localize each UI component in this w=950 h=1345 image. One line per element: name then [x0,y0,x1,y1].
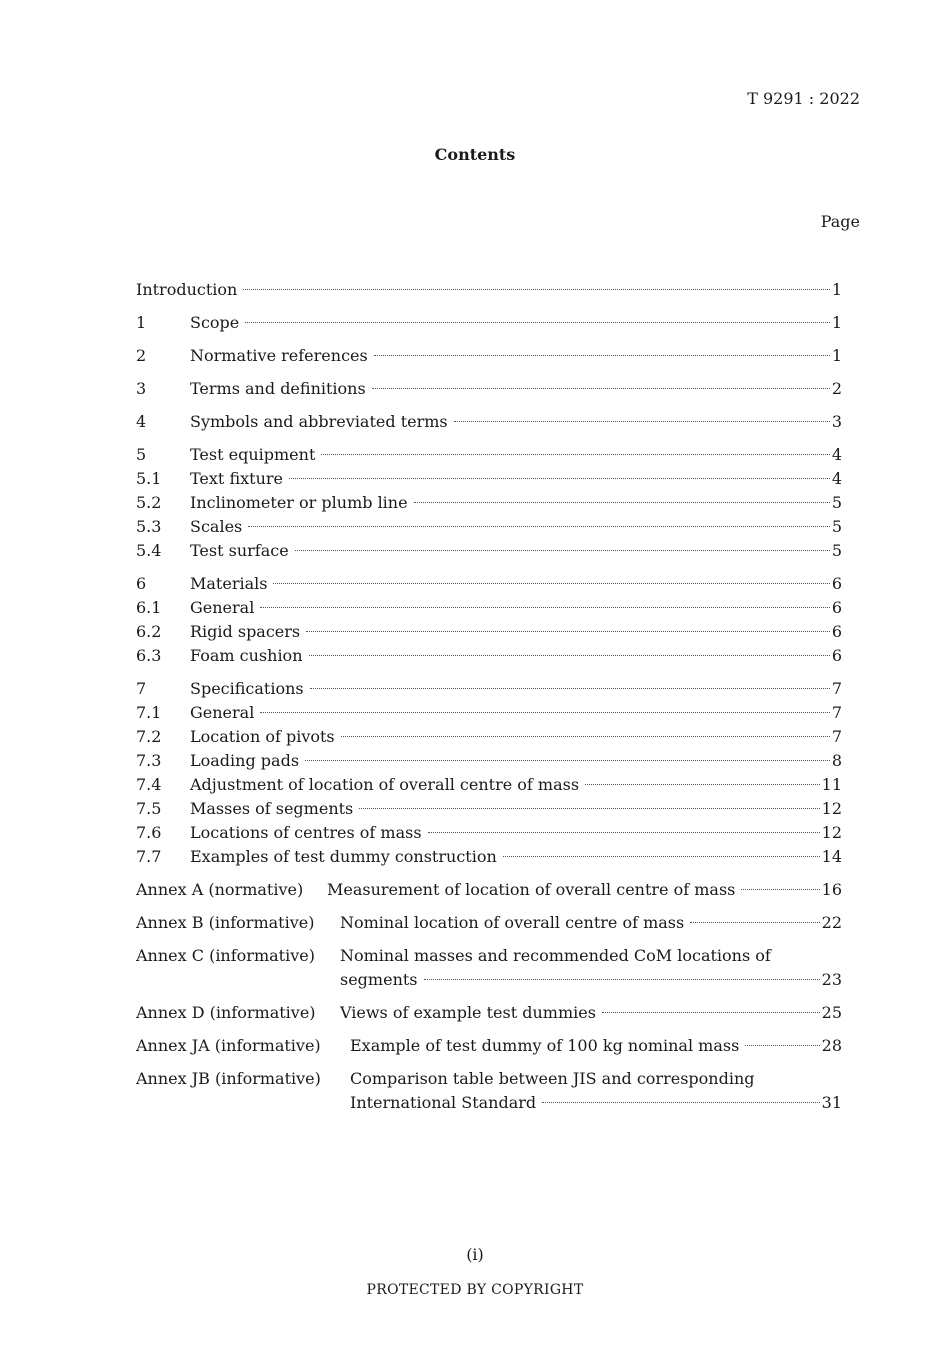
annex-title-last-line [340,968,842,992]
document-id: T 9291 : 2022 [747,89,860,108]
toc-entry[interactable] [136,443,842,467]
toc-entry-label: Symbols and abbreviated terms [190,412,448,431]
toc-entry-label: Scales [190,517,243,536]
toc-entry[interactable] [136,677,842,701]
annex-title [340,911,842,935]
toc-group-intro [136,278,842,302]
annex-title [340,944,842,992]
toc-entry-number: 7.5 [136,799,162,818]
annex-title-line: Views of example test dummies [340,1003,596,1022]
annex-heading: Annex JA (informative) [136,1036,321,1055]
toc-group-7 [136,677,842,869]
toc-entry-page: 4 [831,469,842,488]
dot-leader [273,583,829,584]
toc-entry-number: 5.2 [136,493,162,512]
toc-entry-number: 4 [136,412,147,431]
dot-leader [745,1045,819,1046]
toc-annex-entry[interactable] [136,944,842,992]
toc-entry-label: Introduction [136,280,238,299]
toc-entry-page: 1 [831,313,842,332]
dot-leader [341,736,830,737]
toc-entry-number: 6.3 [136,646,162,665]
toc-entry-page: 1 [831,346,842,365]
toc-entry-number: 3 [136,379,147,398]
toc-entry-page: 25 [821,1003,842,1022]
toc-entry[interactable] [136,344,842,368]
dot-leader [359,808,819,809]
toc-entry-page: 7 [831,703,842,722]
dot-leader [542,1102,819,1103]
table-of-contents [136,278,842,1124]
dot-leader [690,922,819,923]
toc-entry-introduction[interactable] [136,278,842,302]
toc-entry-label: Text fixture [190,469,283,488]
toc-annexes [136,878,842,1115]
dot-leader [424,979,820,980]
toc-entry[interactable] [136,644,842,668]
toc-entry-number: 7.7 [136,847,162,866]
dot-leader [260,607,829,608]
annex-heading: Annex C (informative) [136,946,315,965]
dot-leader [289,478,830,479]
toc-entry-page: 4 [831,445,842,464]
dot-leader [602,1012,820,1013]
toc-entry-page: 6 [831,574,842,593]
annex-title [327,878,842,902]
dot-leader [295,550,830,551]
toc-entry-page: 1 [831,280,842,299]
toc-entry-number: 5 [136,445,147,464]
toc-entry-label: Location of pivots [190,727,335,746]
dot-leader [309,655,830,656]
toc-entry-number: 7.6 [136,823,162,842]
toc-entry-page: 6 [831,646,842,665]
annex-title [350,1067,842,1115]
toc-annex-entry[interactable] [136,878,842,902]
toc-entry-number: 5.4 [136,541,162,560]
toc-entry-label: Terms and definitions [190,379,366,398]
toc-entry-number: 5.3 [136,517,162,536]
annex-title-line: Nominal masses and recommended CoM locations of [340,946,771,965]
toc-entry-number: 6 [136,574,147,593]
toc-entry-number: 6.1 [136,598,162,617]
dot-leader [585,784,820,785]
dot-leader [428,832,820,833]
toc-entry[interactable] [136,491,842,515]
annex-title [350,1034,842,1058]
dot-leader [321,454,829,455]
annex-title-line-row [340,911,842,935]
toc-entry[interactable] [136,467,842,491]
toc-entry-number: 7.1 [136,703,162,722]
toc-entry-page: 12 [821,823,842,842]
toc-entry[interactable] [136,749,842,773]
dot-leader [243,289,829,290]
annex-title-line: International Standard [350,1093,537,1112]
toc-entry-number: 7 [136,679,147,698]
toc-entry[interactable] [136,311,842,335]
toc-entry-number: 7.4 [136,775,162,794]
toc-entry-number: 7.3 [136,751,162,770]
toc-entry[interactable] [136,845,842,869]
toc-entry-number: 2 [136,346,147,365]
annex-title-last-line [350,1091,842,1115]
toc-annex-entry[interactable] [136,1001,842,1025]
toc-entry[interactable] [136,596,842,620]
page-column-header: Page [820,212,860,231]
toc-entry-page: 2 [831,379,842,398]
toc-entry-label: Materials [190,574,268,593]
toc-entry[interactable] [136,701,842,725]
toc-group-4 [136,410,842,434]
toc-entry-page: 11 [821,775,842,794]
annex-heading: Annex JB (informative) [136,1069,321,1088]
dot-leader [741,889,819,890]
toc-annex-entry[interactable] [136,1067,842,1115]
annex-title-line: Nominal location of overall centre of mass [340,913,685,932]
toc-entry-page: 31 [821,1093,842,1112]
dot-leader [305,760,830,761]
toc-entry-label: Scope [190,313,240,332]
toc-entry-label: Normative references [190,346,368,365]
dot-leader [414,502,830,503]
toc-entry-label: Locations of centres of mass [190,823,422,842]
toc-entry-page: 5 [831,517,842,536]
toc-entry[interactable] [136,620,842,644]
toc-entry-page: 28 [821,1036,842,1055]
toc-group-6 [136,572,842,668]
annex-title [340,1001,842,1025]
toc-group-5 [136,443,842,563]
annex-heading: Annex B (informative) [136,913,315,932]
toc-entry[interactable] [136,725,842,749]
toc-entry-label: Test surface [190,541,289,560]
toc-entry[interactable] [136,821,842,845]
toc-entry-page: 5 [831,493,842,512]
toc-entry-label: General [190,703,255,722]
toc-entry-page: 7 [831,679,842,698]
annex-title-line-row [327,878,842,902]
toc-entry-label: Adjustment of location of overall centre of mass [190,775,580,794]
toc-entry-page: 8 [831,751,842,770]
toc-group-1 [136,311,842,335]
annex-title-line-row [350,1034,842,1058]
toc-entry-label: Specifications [190,679,304,698]
toc-entry-label: Examples of test dummy construction [190,847,497,866]
toc-entry-label: Masses of segments [190,799,354,818]
annex-title-line: Comparison table between JIS and corresponding [350,1069,755,1088]
toc-entry-number: 5.1 [136,469,162,488]
dot-leader [245,322,830,323]
toc-entry-page: 6 [831,598,842,617]
page-number: (i) [466,1245,484,1264]
dot-leader [372,388,830,389]
toc-entry-number: 6.2 [136,622,162,641]
toc-entry-number: 7.2 [136,727,162,746]
toc-entry[interactable] [136,539,842,563]
annex-title-line: Example of test dummy of 100 kg nominal mass [350,1036,740,1055]
toc-entry-label: Foam cushion [190,646,303,665]
dot-leader [260,712,829,713]
toc-entry-page: 14 [821,847,842,866]
dot-leader [454,421,830,422]
toc-entry-page: 5 [831,541,842,560]
dot-leader [310,688,830,689]
toc-entry-label: Rigid spacers [190,622,301,641]
dot-leader [374,355,830,356]
toc-entry[interactable] [136,515,842,539]
dot-leader [503,856,820,857]
dot-leader [248,526,830,527]
toc-entry-label: Loading pads [190,751,300,770]
toc-entry[interactable] [136,797,842,821]
toc-annex-entry[interactable] [136,911,842,935]
toc-group-3 [136,377,842,401]
toc-entry-page: 7 [831,727,842,746]
toc-entry-page: 6 [831,622,842,641]
toc-entry[interactable] [136,773,842,797]
toc-entry-label: Test equipment [190,445,316,464]
annex-title-line: segments [340,970,418,989]
toc-group-2 [136,344,842,368]
toc-entry-page: 3 [831,412,842,431]
toc-entry[interactable] [136,377,842,401]
toc-entry-page: 23 [821,970,842,989]
toc-entry-number: 1 [136,313,147,332]
toc-entry[interactable] [136,410,842,434]
copyright-notice: PROTECTED BY COPYRIGHT [366,1282,584,1298]
annex-heading: Annex A (normative) [136,880,304,899]
annex-title-line-row [340,1001,842,1025]
annex-title-line: Measurement of location of overall centre of mass [327,880,736,899]
toc-entry-label: Inclinometer or plumb line [190,493,408,512]
toc-entry-page: 16 [821,880,842,899]
page-title: Contents [434,145,516,164]
toc-annex-entry[interactable] [136,1034,842,1058]
toc-entry-page: 12 [821,799,842,818]
toc-entry-label: General [190,598,255,617]
toc-entry-page: 22 [821,913,842,932]
toc-entry[interactable] [136,572,842,596]
dot-leader [306,631,830,632]
annex-heading: Annex D (informative) [136,1003,316,1022]
